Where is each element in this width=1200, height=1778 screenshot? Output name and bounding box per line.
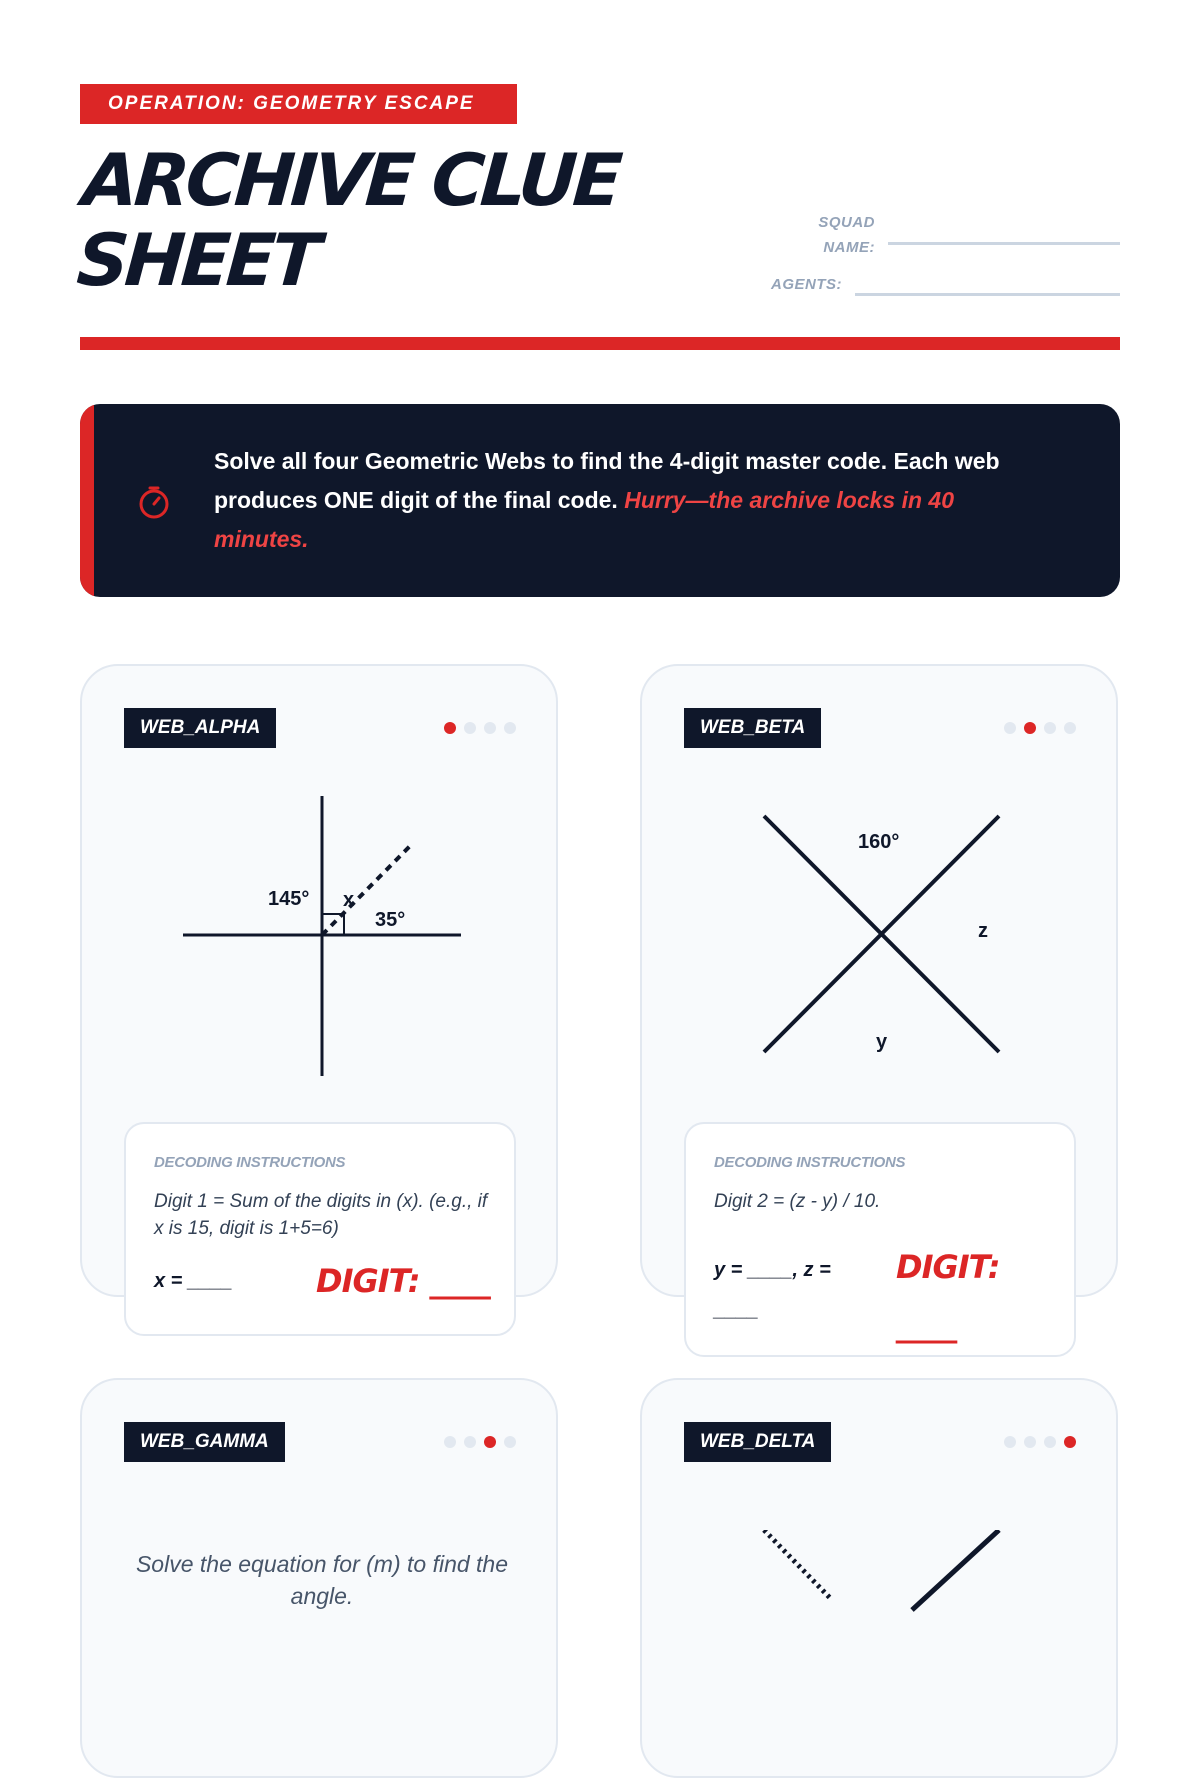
- banner-instructions: Solve all four Geometric Webs to find the 4-digit master code. Each web produces ONE digit of the final code.: [214, 448, 1000, 513]
- progress-dot: [484, 722, 496, 734]
- progress-dots: [444, 1436, 516, 1448]
- solid-line: [912, 1530, 999, 1610]
- web-beta-diagram: [642, 786, 1120, 1116]
- operation-tag: OPERATION: GEOMETRY ESCAPE: [80, 84, 517, 124]
- progress-dot: [444, 722, 456, 734]
- page-title: ARCHIVE CLUE SHEET: [74, 138, 622, 302]
- angle-label-y: y: [876, 1031, 888, 1053]
- decoding-text: Digit 1 = Sum of the digits in (x). (e.g., if x is 15, digit is 1+5=6): [154, 1191, 488, 1239]
- progress-dot: [1004, 722, 1016, 734]
- stopwatch-icon: [136, 484, 172, 520]
- progress-dot: [1004, 1436, 1016, 1448]
- web-delta-diagram: [642, 1530, 1120, 1650]
- banner-alert: Hurry—the archive locks in 40 minutes.: [214, 487, 955, 552]
- banner-text: [214, 442, 1054, 559]
- progress-dot: [1024, 722, 1036, 734]
- progress-dot: [484, 1436, 496, 1448]
- mission-banner: [80, 404, 1120, 597]
- angle-label-145: 145°: [268, 888, 310, 910]
- digit-field[interactable]: DIGIT: ____: [316, 1262, 490, 1300]
- agents-label: AGENTS:: [771, 276, 842, 293]
- decoding-panel: [684, 1122, 1076, 1357]
- web-delta-card: [640, 1378, 1118, 1778]
- progress-dots: [1004, 1436, 1076, 1448]
- decoding-text: Digit 2 = (z - y) / 10.: [714, 1191, 881, 1212]
- angle-label-x: x: [343, 889, 355, 911]
- web-gamma-tag: WEB_GAMMA: [124, 1422, 285, 1462]
- web-alpha-card: [80, 664, 558, 1300]
- progress-dot: [444, 1436, 456, 1448]
- web-delta-tag: WEB_DELTA: [684, 1422, 831, 1462]
- banner-accent: [80, 404, 94, 597]
- answer-field[interactable]: y = ____, z = ____: [714, 1259, 831, 1321]
- agents-field[interactable]: [855, 293, 1120, 296]
- web-gamma-prompt: Solve the equation for (m) to find the angle.: [135, 1551, 509, 1609]
- progress-dot: [1044, 1436, 1056, 1448]
- squad-name-field[interactable]: [888, 242, 1120, 245]
- progress-dot: [1064, 1436, 1076, 1448]
- angle-label-160: 160°: [858, 831, 900, 853]
- decoding-heading: DECODING INSTRUCTIONS: [714, 1154, 906, 1171]
- dashed-line: [764, 1530, 832, 1600]
- progress-dot: [504, 1436, 516, 1448]
- squad-name-label: SQUAD NAME:: [818, 214, 875, 256]
- angle-label-z: z: [978, 920, 988, 942]
- progress-dot: [464, 1436, 476, 1448]
- angle-label-35: 35°: [375, 909, 406, 931]
- progress-dot: [1024, 1436, 1036, 1448]
- decoding-heading: DECODING INSTRUCTIONS: [154, 1154, 346, 1171]
- web-beta-tag: WEB_BETA: [684, 708, 821, 748]
- progress-dots: [1004, 722, 1076, 734]
- progress-dot: [1044, 722, 1056, 734]
- answer-field[interactable]: x = ____: [154, 1270, 233, 1292]
- progress-dot: [464, 722, 476, 734]
- web-beta-card: [640, 664, 1118, 1344]
- header-divider: [80, 337, 1120, 350]
- digit-field[interactable]: DIGIT: ____: [896, 1248, 1000, 1344]
- web-gamma-card: [80, 1378, 558, 1778]
- progress-dots: [444, 722, 516, 734]
- decoding-panel: [124, 1122, 516, 1336]
- progress-dot: [504, 722, 516, 734]
- web-alpha-diagram: [82, 786, 560, 1116]
- web-alpha-tag: WEB_ALPHA: [124, 708, 276, 748]
- progress-dot: [1064, 722, 1076, 734]
